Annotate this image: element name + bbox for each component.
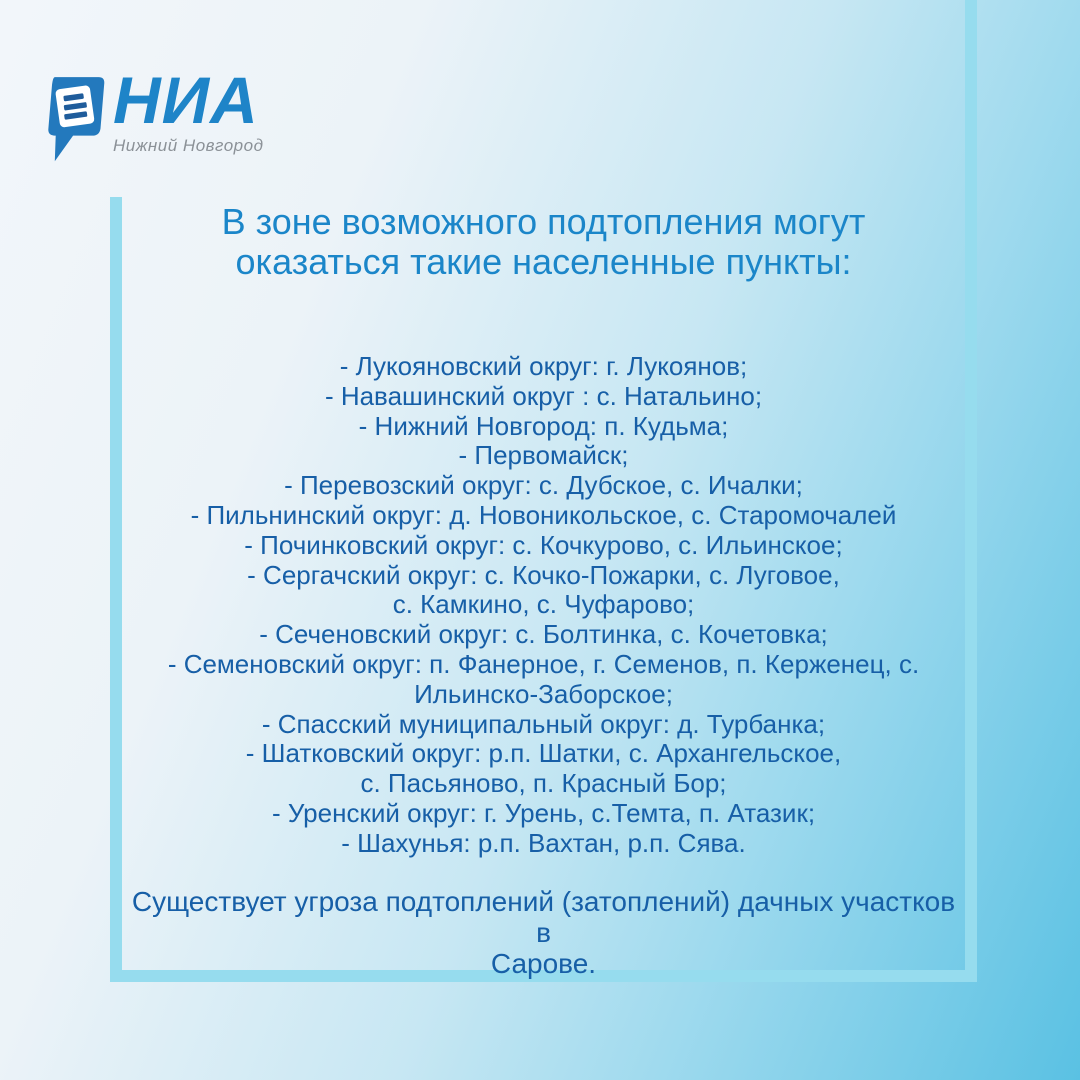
list-line: с. Пасьяново, п. Красный Бор; bbox=[360, 768, 727, 799]
list-line: Ильинско-Заборское; bbox=[414, 678, 673, 709]
brand-text: НИА bbox=[113, 63, 259, 137]
list-line: - Шатковский округ: р.п. Шатки, с. Архангельское, bbox=[245, 738, 842, 769]
frame-right-stripe bbox=[965, 0, 977, 197]
list-line: - Перевозский округ: с. Дубское, с. Ичалки; bbox=[284, 470, 803, 501]
flood-note bbox=[122, 886, 965, 979]
title-line-1: В зоне возможного подтопления могут bbox=[221, 201, 866, 242]
list-line: - Навашинский округ : с. Натальино; bbox=[324, 380, 763, 411]
list-line: - Спасский муниципальный округ: д. Турбанка; bbox=[261, 708, 826, 739]
page-title bbox=[122, 202, 965, 282]
speech-bubble-document-icon bbox=[42, 74, 106, 173]
list-line: - Нижний Новгород: п. Кудьма; bbox=[358, 410, 729, 441]
brand-subtitle: Нижний Новгород bbox=[113, 136, 264, 155]
list-line: - Починковский округ: с. Кочкурово, с. Ильинское; bbox=[244, 529, 843, 560]
list-line: - Пильнинский округ: д. Новоникольское, с. Старомочалей bbox=[190, 499, 897, 530]
list-line: с. Камкино, с. Чуфарово; bbox=[392, 589, 695, 620]
settlement-list bbox=[122, 352, 965, 859]
nia-logo bbox=[42, 63, 264, 173]
note-line-2: Сарове. bbox=[490, 948, 597, 979]
list-line: - Уренский округ: г. Урень, с.Темта, п. Атазик; bbox=[271, 797, 816, 828]
list-line: - Первомайск; bbox=[458, 440, 629, 471]
list-line: - Сергачский округ: с. Кочко-Пожарки, с. Луговое, bbox=[247, 559, 840, 590]
list-line: - Лукояновский округ: г. Лукоянов; bbox=[339, 351, 748, 381]
list-line: - Сеченовский округ: с. Болтинка, с. Кочетовка; bbox=[259, 619, 828, 650]
list-line: - Семеновский округ: п. Фанерное, г. Семенов, п. Керженец, с. bbox=[167, 648, 920, 679]
title-line-2: оказаться такие населенные пункты: bbox=[235, 241, 852, 282]
note-line-1: Существует угроза подтоплений (затоплений) дачных участков в bbox=[131, 886, 956, 948]
list-line: - Шахунья: р.п. Вахтан, р.п. Сява. bbox=[341, 827, 746, 858]
